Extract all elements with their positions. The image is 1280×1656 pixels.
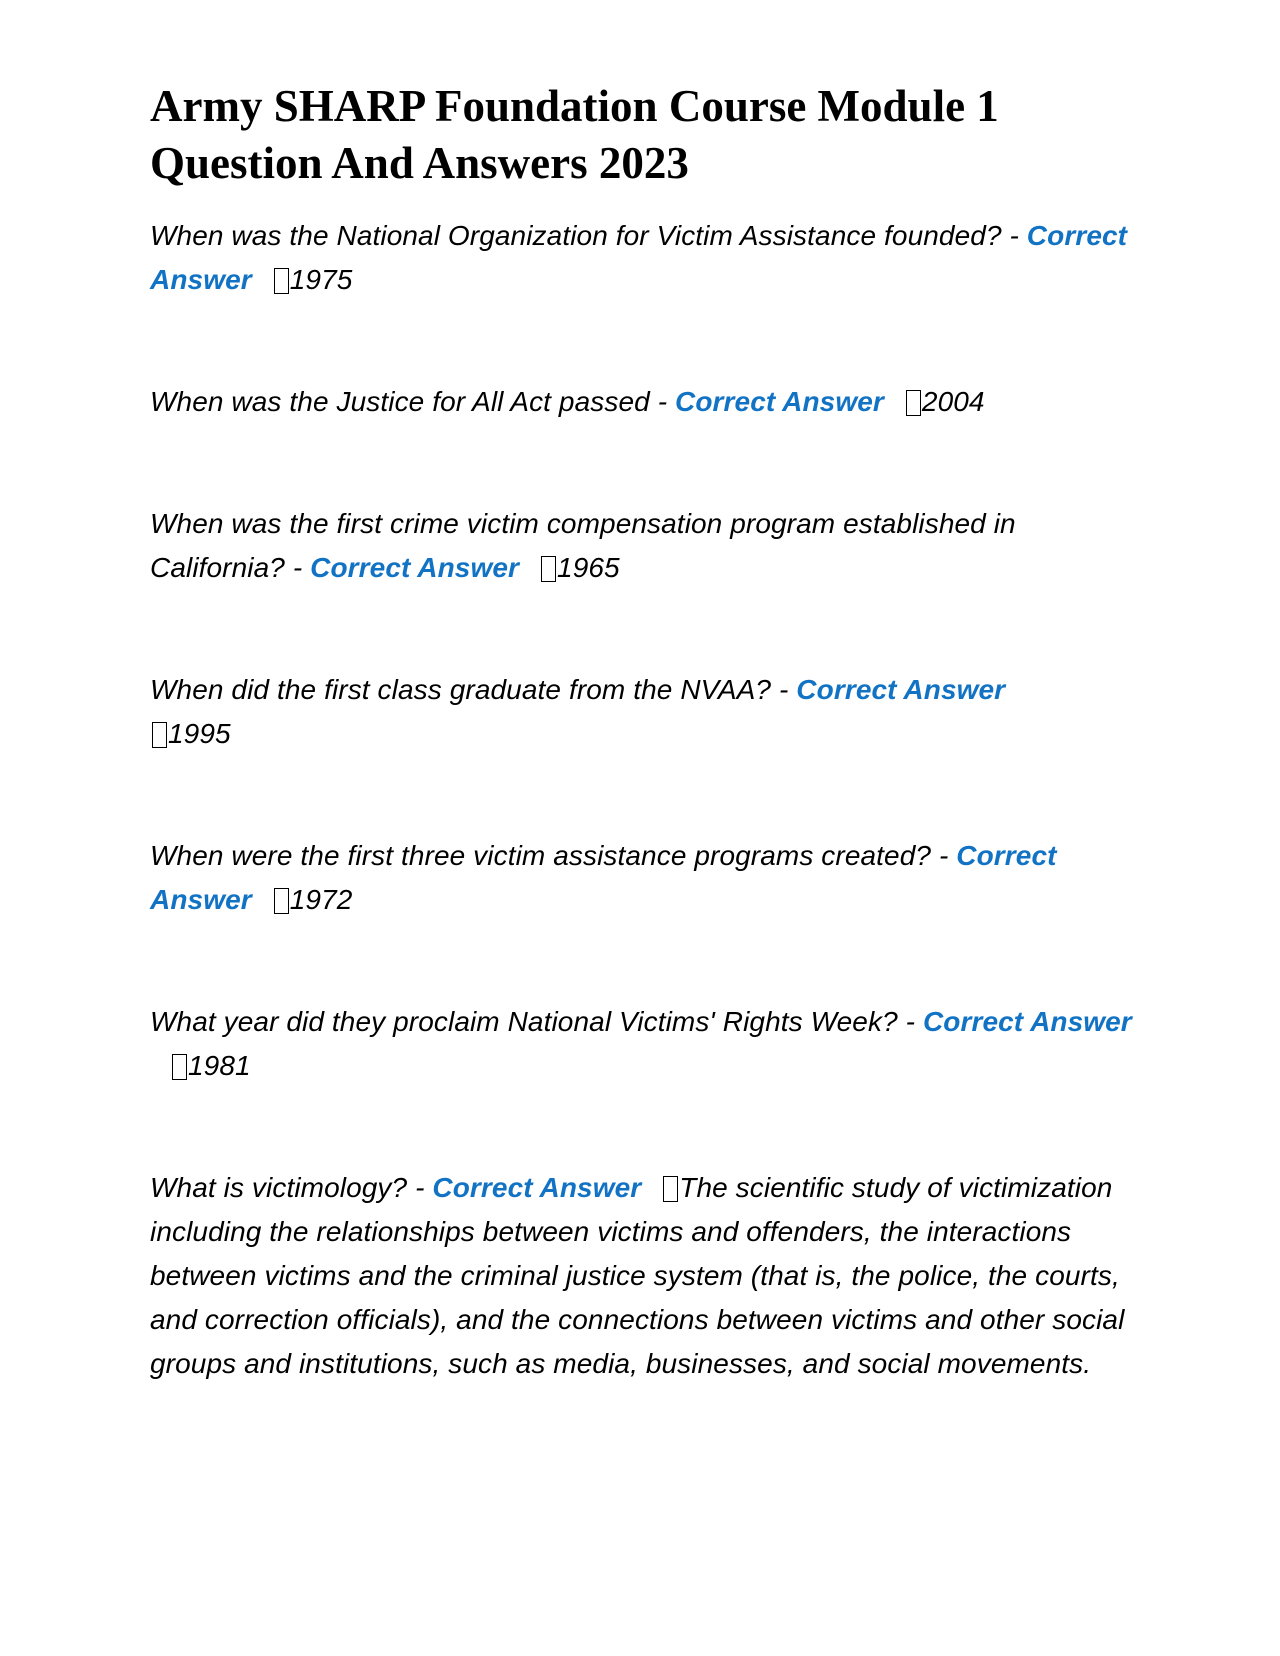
qa-item	[150, 834, 1140, 922]
qa-item	[150, 214, 1140, 302]
document-title: Army SHARP Foundation Course Module 1 Question And Answers 2023	[150, 81, 999, 188]
answer-text: 2004	[921, 386, 985, 417]
qa-item	[150, 1000, 1140, 1088]
correct-answer-label: Correct Answer	[150, 840, 1057, 915]
question-text: What year did they proclaim National Victims' Rights Week? -	[150, 1006, 923, 1037]
qa-item	[150, 1166, 1140, 1386]
correct-answer-label: Correct Answer	[150, 220, 1128, 295]
document-page	[150, 78, 1140, 1464]
question-text: What is victimology? -	[150, 1172, 433, 1203]
correct-answer-label: Correct Answer	[922, 1006, 1132, 1037]
correct-answer-label: Correct Answer	[796, 674, 1006, 705]
correct-answer-label: Correct Answer	[310, 552, 520, 583]
question-text: When was the first crime victim compensation program established in California? -	[150, 508, 1016, 583]
missing-glyph-icon	[152, 722, 167, 748]
qa-item	[150, 502, 1140, 590]
answer-text: 1965	[557, 552, 620, 583]
question-text: When was the National Organization for Victim Assistance founded? -	[150, 220, 1027, 251]
missing-glyph-icon	[663, 1176, 678, 1202]
correct-answer-label: Correct Answer	[675, 386, 884, 417]
answer-text: The scientific study of victimization including the relationships between victims and offenders, the interactions between victims and the criminal justice system (that is, the police, the courts, and correction officials), and the connections between victims and other social groups and institutions, such as media, businesses, and social movements.	[150, 1172, 1125, 1379]
missing-glyph-icon	[906, 390, 921, 416]
answer-text: 1995	[168, 718, 231, 749]
answer-text: 1975	[289, 264, 353, 295]
correct-answer-label: Correct Answer	[432, 1172, 642, 1203]
question-text: When did the first class graduate from the NVAA? -	[150, 674, 797, 705]
missing-glyph-icon	[274, 268, 289, 294]
question-text: When was the Justice for All Act passed -	[150, 386, 676, 417]
qa-item	[150, 668, 1140, 756]
missing-glyph-icon	[541, 556, 556, 582]
answer-text: 1981	[188, 1050, 251, 1081]
missing-glyph-icon	[274, 888, 289, 914]
question-text: When were the first three victim assistance programs created? -	[150, 840, 957, 871]
answer-text: 1972	[289, 884, 353, 915]
qa-item	[150, 380, 1140, 424]
missing-glyph-icon	[172, 1054, 187, 1080]
